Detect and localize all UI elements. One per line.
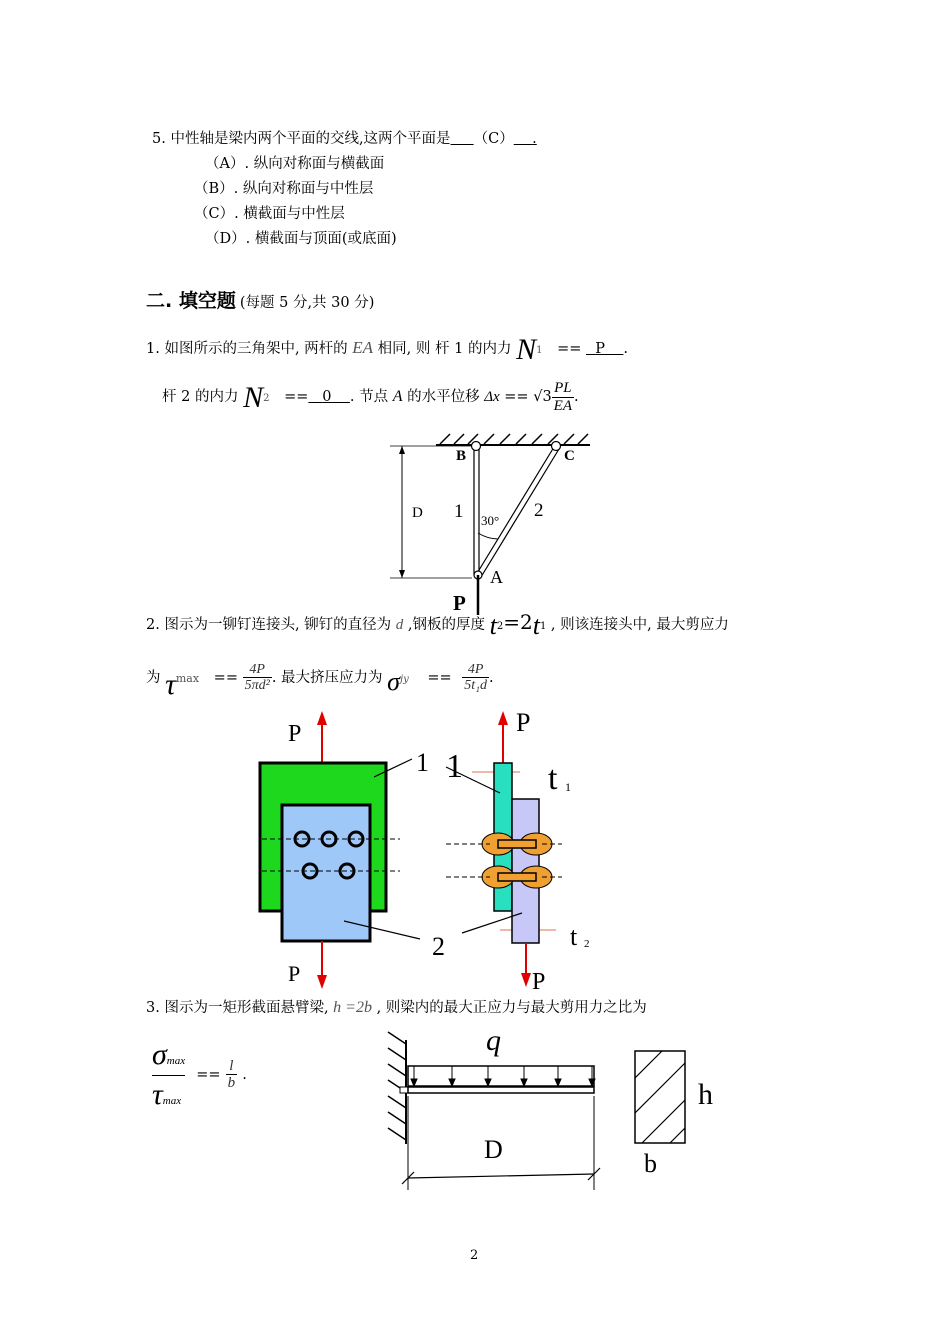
label-h: h — [698, 1078, 713, 1111]
label-c: C — [564, 448, 575, 464]
q5-option-b: （B）. 纵向对称面与中性层 — [194, 181, 374, 197]
label-plate1: 1 — [416, 748, 429, 777]
label-b: b — [644, 1149, 657, 1178]
fill2-line2: 为 τmax == $\frac{4P}{\text{5πd²}}$ . 最大挤压应力为 σjy == $\frac{4P}{\text{5t₁d}}$ . — [146, 662, 494, 701]
label-p-top-right: P — [516, 708, 531, 737]
label-angle: 30° — [481, 513, 500, 528]
page-number: 2 — [470, 1248, 479, 1263]
label-bar1: 1 — [454, 501, 464, 522]
hinge-c — [552, 442, 561, 451]
plate-2-front — [282, 805, 370, 941]
fill1-line2: 杆 2 的内力 N2 == 0 . 节点 A 的水平位移 Δx == √3 $\frac{PL}{EA}$ . — [162, 380, 579, 414]
label-p-bottom-left: P — [288, 961, 301, 986]
label-p-bottom-right: P — [532, 969, 546, 995]
label-q: q — [486, 1024, 501, 1057]
cross-section — [635, 1051, 685, 1143]
q5-option-c: （C）. 横截面与中性层 — [194, 206, 345, 222]
svg-text:2: 2 — [584, 938, 590, 950]
label-a: A — [490, 567, 503, 587]
load-arrows — [411, 1066, 595, 1086]
rivet-joint-figure — [240, 705, 620, 995]
label-t2: t — [570, 922, 578, 951]
ceiling-hatch — [440, 434, 588, 444]
section-title: 二. 填空题 (每题 5 分,共 30 分) — [146, 290, 375, 312]
distributed-load — [408, 1066, 594, 1086]
svg-text:1: 1 — [565, 780, 571, 794]
label-plate2: 2 — [432, 932, 445, 961]
fill3-line1: 3. 图示为一矩形截面悬臂梁, h =2b , 则梁内的最大正应力与最大剪用力之比为 — [146, 999, 647, 1016]
q5-option-a: （A）. 纵向对称面与横截面 — [205, 156, 385, 172]
truss-figure — [380, 425, 620, 615]
q5-stem: 5. 中性轴是梁内两个平面的交线,这两个平面是 （C） . — [152, 131, 537, 147]
label-t1: t — [548, 760, 558, 797]
label-d: D — [412, 505, 423, 521]
beam — [408, 1087, 594, 1093]
label-span-d: D — [484, 1135, 503, 1164]
hinge-b — [472, 442, 481, 451]
fill1-line1: 1. 如图所示的三角架中, 两杆的 EA 相同, 则 杆 1 的内力 N1 == P . — [146, 333, 629, 366]
cantilever-figure — [376, 1020, 736, 1200]
fill3-answer: σmax τmax == $\frac{l}{b}$ . — [152, 1038, 247, 1111]
fill2-line1: 2. 图示为一铆钉连接头, 铆钉的直径为 d ,钢板的厚度 t2=2t1 , 则该连接头中, 最大剪应力 — [146, 610, 729, 640]
label-bar2: 2 — [534, 500, 544, 521]
label-b: B — [456, 448, 467, 464]
label-p-top-left: P — [288, 721, 302, 747]
q5-option-d: （D）. 横截面与顶面(或底面) — [205, 231, 397, 247]
wall-hatch — [388, 1032, 406, 1140]
label-p: P — [453, 591, 466, 615]
label-plate1-side: 1 — [446, 748, 463, 785]
